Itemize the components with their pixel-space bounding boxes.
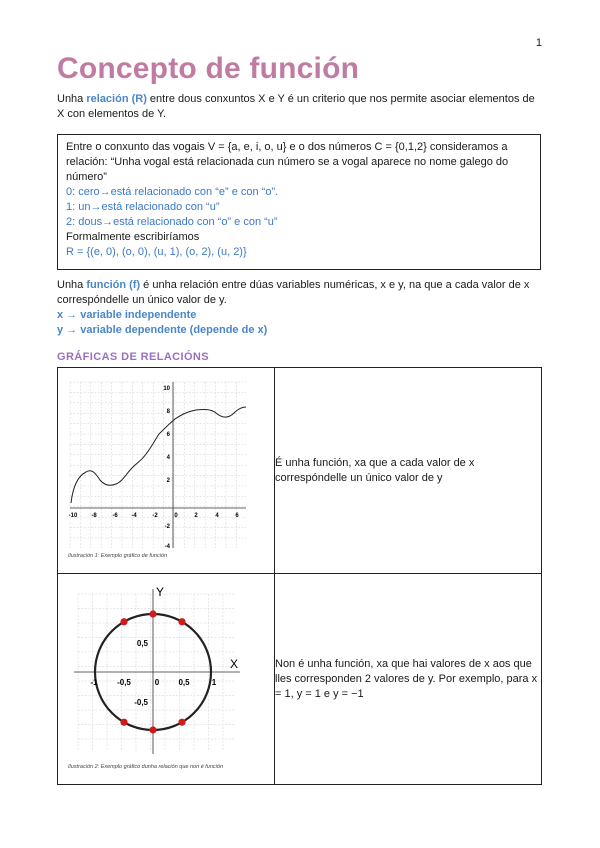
example-intro: Entre o conxunto das vogais V = {a, e, i, o, u} e o dos números C = {0,1,2} consideramos a relación: “Unha vogal está relacionada cun número se a vogal aparece no nome galego do número” (66, 141, 509, 183)
x-tick-label: -8 (91, 513, 97, 519)
function-intro-before: Unha (57, 279, 87, 291)
function-explanation: É unha función, xa que a cada valor de x correspóndelle un único valor de y (275, 368, 542, 574)
independent-variable-line: x → variable independente (57, 309, 197, 321)
y-axis-label: Y (156, 585, 165, 599)
y-tick-label: 2 (166, 478, 170, 484)
x-axis-label: X (230, 657, 239, 671)
function-graph (58, 368, 274, 568)
y-tick-label: 6 (166, 432, 170, 438)
example-item-2: 2: dous→está relacionado con “o” e con “u” (66, 216, 278, 228)
x-tick-label: -1 (90, 678, 98, 687)
x-tick-label: 0,5 (178, 678, 190, 687)
relation-explanation: Non é unha función, xa que hai valores de x aos que lles corresponden 2 valores de y. Por exemplo, para x = 1, y = 1 e y = −1 (275, 574, 542, 785)
function-intro-after: é unha relación entre dúas variables numéricas, x e y, na que a cada valor de x correspóndelle un único valor de y. (57, 279, 530, 306)
example-box (57, 134, 541, 270)
relation-intro-after: entre dous conxuntos X e Y é un criterio que nos permite asociar elementos de X con elementos de Y. (57, 93, 535, 120)
x-tick-label: 0 (174, 513, 178, 519)
y-tick-label: -2 (164, 524, 170, 530)
function-graph-cell (58, 368, 275, 574)
relation-point (120, 618, 127, 625)
relation-graph-caption: Ilustración 2: Exemplo gráfico dunha relación que non é función (68, 764, 224, 770)
x-tick-label: -10 (68, 513, 78, 519)
relation-point (120, 719, 127, 726)
function-definition (57, 278, 543, 338)
relation-intro-before: Unha (57, 93, 87, 105)
function-term: función (f) (86, 279, 141, 291)
page-title: Concepto de función (57, 52, 360, 85)
y-tick-label: -4 (164, 544, 170, 550)
x-tick-label: 1 (211, 678, 217, 687)
x-tick-label: 2 (194, 513, 198, 519)
x-tick-label: -0,5 (117, 678, 131, 687)
x-tick-label: 4 (215, 513, 219, 519)
table-row (58, 368, 542, 574)
page-number: 1 (535, 37, 542, 49)
x-tick-label: -4 (131, 513, 137, 519)
x-tick-labels (69, 513, 240, 519)
section-title: GRÁFICAS DE RELACIÓNS (57, 351, 210, 363)
table-row (58, 574, 542, 785)
y-tick-label: 4 (166, 455, 170, 461)
x-tick-label: 0 (154, 678, 160, 687)
x-tick-label: -2 (152, 513, 158, 519)
y-tick-labels (163, 386, 170, 550)
function-graph-grid (70, 382, 246, 548)
graphs-table (57, 367, 542, 785)
relation-term: relación (R) (86, 93, 147, 105)
relation-point (149, 610, 156, 617)
example-formally: Formalmente escribiríamos (66, 231, 200, 243)
relation-point (178, 618, 185, 625)
x-tick-label: 6 (235, 513, 239, 519)
relation-point (149, 726, 156, 733)
example-set: R = {(e, 0), (o, 0), (u, 1), (o, 2), (u, 2)} (66, 246, 247, 258)
x-tick-labels (90, 678, 216, 687)
dependent-variable-line: y → variable dependente (depende de x) (57, 324, 268, 336)
example-item-0: 0: cero→está relacionado con “e” e con “o”. (66, 186, 279, 198)
relation-graph-cell (58, 574, 275, 785)
y-tick-label: 10 (163, 386, 170, 392)
relation-definition (57, 92, 543, 122)
y-tick-label: -0,5 (134, 698, 148, 707)
relation-graph (58, 574, 274, 779)
function-graph-caption: Ilustración 1: Exemplo gráfico de función (68, 553, 168, 559)
example-item-1: 1: un→está relacionado con “u” (66, 201, 220, 213)
relation-point (178, 719, 185, 726)
y-tick-labels (134, 639, 148, 707)
y-tick-label: 8 (166, 409, 170, 415)
x-tick-label: -6 (112, 513, 118, 519)
y-tick-label: 0,5 (136, 639, 148, 648)
